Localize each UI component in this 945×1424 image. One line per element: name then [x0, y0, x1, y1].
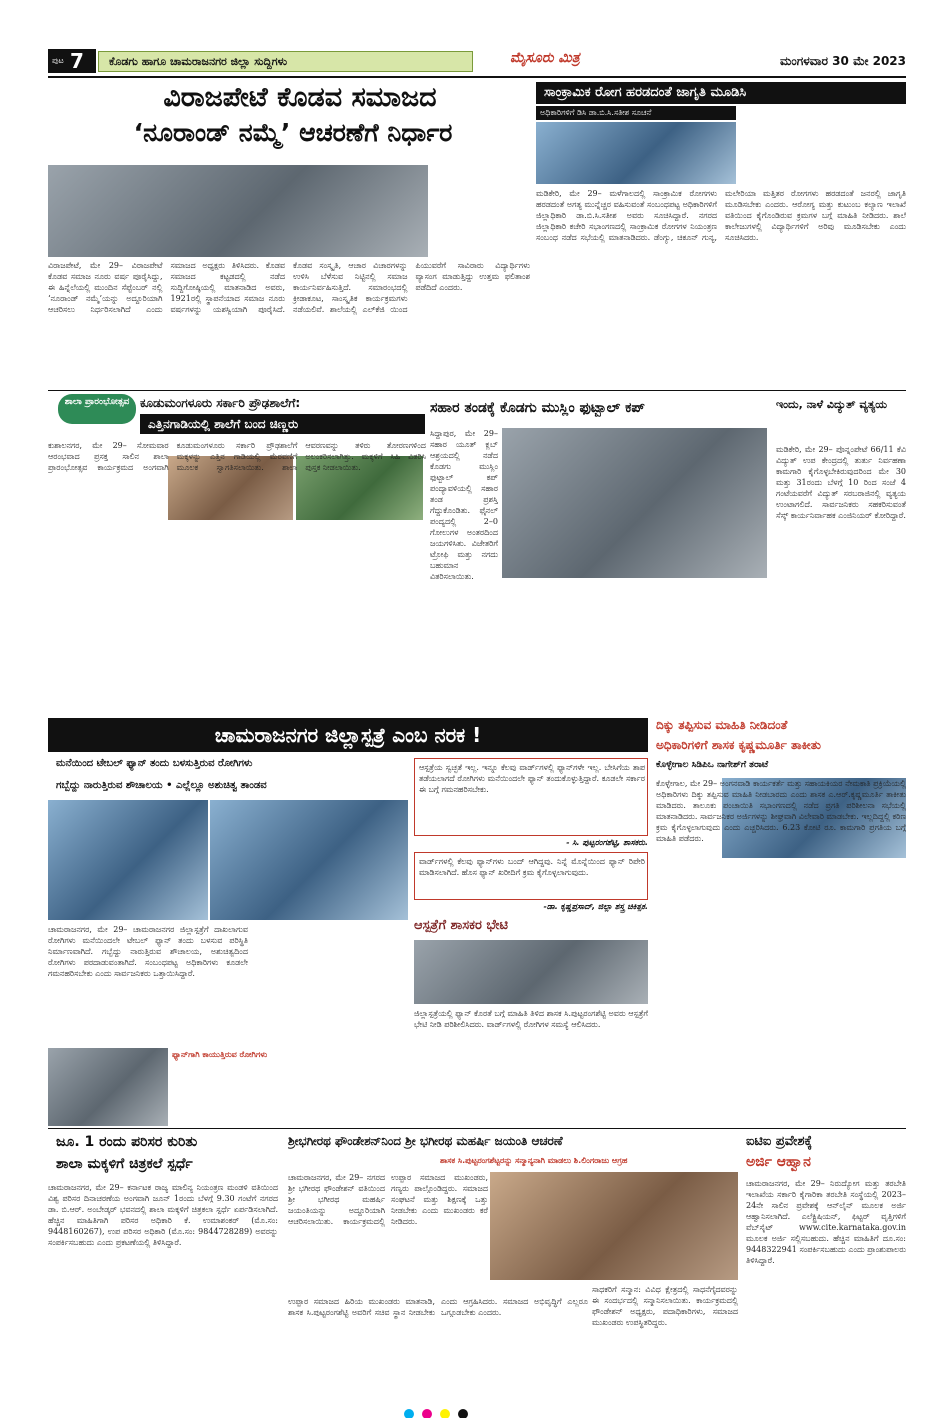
- page-number: 7: [70, 49, 84, 73]
- mla-headline-1: ದಿಕ್ಕು ತಪ್ಪಿಸುವ ಮಾಹಿತಿ ನೀಡಿದಂತೆ: [656, 718, 788, 732]
- mla-subhead: ಕೊಳ್ಳೇಗಾಲ ಸಿಡಿಪಿಒ ನಾಗೇಶ್‌ಗೆ ತರಾಟೆ: [656, 760, 769, 770]
- power-headline: ಇಂದು, ನಾಳೆ ವಿದ್ಯುತ್ ವ್ಯತ್ಯಯ: [776, 398, 888, 411]
- football-headline: ಸಹಾರ ತಂಡಕ್ಕೆ ಕೊಡಗು ಮುಸ್ಲಿಂ ಫುಟ್ಬಾಲ್ ಕಪ್: [430, 400, 645, 416]
- lead-headline-2: ‘ನೂರಾಂಡ್ ನಮ್ಮೆ’ ಆಚರಣೆಗೆ ನಿರ್ಧಾರ: [133, 118, 453, 147]
- mla-headline-2: ಅಧಿಕಾರಿಗಳಿಗೆ ಶಾಸಕ ಕೃಷ್ಣಮೂರ್ತಿ ತಾಕೀತು: [656, 738, 821, 752]
- alert-body: ಮಡಿಕೇರಿ, ಮೇ 29– ಮಳೆಗಾಲದಲ್ಲಿ ಸಾಂಕ್ರಾಮಿಕ ರೋಗಗಳು ಹರಡದಂತೆ ಅಗತ್ಯ ಮುನ್ನೆಚ್ಚರ ವಹಿಸುವಂತೆ ಸಂಬಂಧಪಟ್ಟ ಅಧಿಕಾರಿಗಳಿಗೆ ಜಿಲ್ಲಾಧಿಕಾರಿ ಡಾ.ಬಿ.ಸಿ.ಸತೀಶ ಅವರು ಸೂಚಿಸಿದ್ದಾರೆ. ನಗರದ ಜಿಲ್ಲಾಧಿಕಾರಿ ಕಚೇರಿ ಸಭಾಂಗಣದಲ್ಲಿ ಸಾಂಕ್ರಾಮಿಕ ರೋಗಗಳ ನಿಯಂತ್ರಣ ಸಂಬಂಧ ನಡೆದ ಸಭೆಯಲ್ಲಿ ಮಾತನಾಡಿದರು. ಡೆಂಗ್ಯು, ಚಿಕೂನ್ ಗುನ್ಯ, ಮಲೇರಿಯಾ ಮತ್ತಿತರ ರೋಗಗಳು ಹರಡದಂತೆ ಜನರಲ್ಲಿ ಜಾಗೃತಿ ಮೂಡಿಸಬೇಕು ಎಂದರು. ಆರೋಗ್ಯ ಮತ್ತು ಕುಟುಂಬ ಕಲ್ಯಾಣ ಇಲಾಖೆ ವತಿಯಿಂದ ಕೈಗೊಂಡಿರುವ ಕ್ರಮಗಳ ಬಗ್ಗೆ ಮಾಹಿತಿ ನೀಡಿದರು. ಶಾಲೆ ಕಾಲೇಜುಗಳಲ್ಲಿ ವಿದ್ಯಾರ್ಥಿಗಳಿಗೆ ಅರಿವು ಮೂಡಿಸಬೇಕು ಎಂದು ಸೂಚಿಸಿದರು.: [536, 189, 906, 242]
- lead-body: ವಿರಾಜಪೇಟೆ, ಮೇ 29– ವಿರಾಜಪೇಟೆ ಕೊಡವ ಸಮಾಜ ನೂರು ವರ್ಷ ಪೂರೈಸಿದ್ದು, ಈ ಹಿನ್ನೆಲೆಯಲ್ಲಿ ಮುಂದಿನ ಸೆಪ್ಟೆಂಬರ್ ನಲ್ಲಿ ‘ನೂರಾಂಡ್ ನಮ್ಮೆ’ಯನ್ನು ಅದ್ದೂರಿಯಾಗಿ ಆಚರಿಸಲು ನಿರ್ಧರಿಸಲಾಗಿದೆ ಎಂದು ಸಮಾಜದ ಅಧ್ಯಕ್ಷರು ತಿಳಿಸಿದರು. ಕೊಡವ ಸಮಾಜದ ಕಟ್ಟಡದಲ್ಲಿ ನಡೆದ ಸುದ್ದಿಗೋಷ್ಠಿಯಲ್ಲಿ ಮಾತನಾಡಿದ ಅವರು, 1921ರಲ್ಲಿ ಸ್ಥಾಪನೆಯಾದ ಸಮಾಜ ನೂರು ವರ್ಷಗಳನ್ನು ಯಶಸ್ವಿಯಾಗಿ ಪೂರೈಸಿದೆ. ಕೊಡವ ಸಂಸ್ಕೃತಿ, ಆಚಾರ ವಿಚಾರಗಳನ್ನು ಉಳಿಸಿ ಬೆಳೆಸುವ ನಿಟ್ಟಿನಲ್ಲಿ ಸಮಾಜ ಕಾರ್ಯನಿರ್ವಹಿಸುತ್ತಿದೆ. ಸಮಾರಂಭದಲ್ಲಿ ಕ್ರೀಡಾಕೂಟ, ಸಾಂಸ್ಕೃತಿಕ ಕಾರ್ಯಕ್ರಮಗಳು ನಡೆಯಲಿವೆ. ಶಾಲೆಯಲ್ಲಿ ಎಲ್‌ಕೆಜಿ ಯಿಂದ ಪಿಯುವರೆಗೆ ಸಾವಿರಾರು ವಿದ್ಯಾರ್ಥಿಗಳು ವ್ಯಾಸಂಗ ಮಾಡುತ್ತಿದ್ದು ಉತ್ತಮ ಫಲಿತಾಂಶ ಪಡೆದಿದೆ ಎಂದರು.: [48, 261, 530, 314]
- divider-1: [48, 390, 906, 391]
- lead-group-photo: [48, 165, 428, 257]
- section-title-bar: [98, 51, 473, 72]
- quote-1-text: ಆಸ್ಪತ್ರೆಯ ಸ್ವಚ್ಛತೆ ಇಲ್ಲ. ಇನ್ನೂ ಕೆಲವು ವಾರ್ಡ್‌ಗಳಲ್ಲಿ ಫ್ಯಾನ್‌ಗಳೇ ಇಲ್ಲ. ಬೇಸಿಗೆಯ ತಾಪ ತಡೆಯಲಾಗದೆ ರೋಗಿಗಳು ಮನೆಯಿಂದಲೇ ಫ್ಯಾನ್ ತಂದುಕೊಳ್ಳುತ್ತಿದ್ದಾರೆ. ಕೂಡಲೇ ಸರ್ಕಾರ ಈ ಬಗ್ಗೆ ಗಮನಹರಿಸಬೇಕು.: [419, 763, 645, 794]
- school-headline-2: ಎತ್ತಿನಗಾಡಿಯಲ್ಲಿ ಶಾಲೆಗೆ ಬಂದ ಚಿಣ್ಣರು: [148, 417, 299, 431]
- visit-body: ಜಿಲ್ಲಾಸ್ಪತ್ರೆಯಲ್ಲಿ ಫ್ಯಾನ್ ಕೊರತೆ ಬಗ್ಗೆ ಮಾಹಿತಿ ತಿಳಿದ ಶಾಸಕ ಸಿ.ಪುಟ್ಟರಂಗಶೆಟ್ಟಿ ಅವರು ಆಸ್ಪತ್ರೆಗೆ ಭೇಟಿ ನೀಡಿ ಪರಿಶೀಲಿಸಿದರು. ವಾರ್ಡ್‌ಗಳಲ್ಲಿ ರೋಗಿಗಳ ಸಮಸ್ಯೆ ಆಲಿಸಿದರು.: [414, 1009, 648, 1029]
- iti-headline-2: ಅರ್ಜಿ ಆಹ್ವಾನ: [746, 1154, 811, 1170]
- divider-2: [48, 1128, 906, 1129]
- power-body: ಮಡಿಕೇರಿ, ಮೇ 29– ಪೊನ್ನಂಪೇಟೆ 66/11 ಕೆವಿ ವಿದ್ಯುತ್ ಉಪ ಕೇಂದ್ರದಲ್ಲಿ ತುರ್ತು ನಿರ್ವಹಣಾ ಕಾಮಗಾರಿ ಕೈಗೊಳ್ಳಬೇಕಿರುವುದರಿಂದ ಮೇ 30 ಮತ್ತು 31ರಂದು ಬೆಳಗ್ಗೆ 10 ರಿಂದ ಸಂಜೆ 4 ಗಂಟೆಯವರೆಗೆ ವಿದ್ಯುತ್ ಸರಬರಾಜಿನಲ್ಲಿ ವ್ಯತ್ಯಯ ಉಂಟಾಗಲಿದೆ. ಸಾರ್ವಜನಿಕರು ಸಹಕರಿಸುವಂತೆ ಸೆಸ್ಕ್ ಕಾರ್ಯನಿರ್ವಾಹಕ ಎಂಜಿನಿಯರ್ ಕೋರಿದ್ದಾರೆ.: [776, 445, 906, 520]
- alert-headline: ಸಾಂಕ್ರಾಮಿಕ ರೋಗ ಹರಡದಂತೆ ಜಾಗೃತಿ ಮೂಡಿಸಿ: [544, 85, 747, 100]
- alert-subhead: ಅಧಿಕಾರಿಗಳಿಗೆ ಡಿಸಿ ಡಾ.ಬಿ.ಸಿ.ಸತೀಶ ಸೂಚನೆ: [536, 106, 736, 120]
- jayanti-body-1: ಚಾಮರಾಜನಗರ, ಮೇ 29– ನಗರದ ಶ್ರೀ ಭಗೀರಥ ಫೌಂಡೇಶನ್ ವತಿಯಿಂದ ಶ್ರೀ ಭಗೀರಥ ಮಹರ್ಷಿ ಜಯಂತಿಯನ್ನು ಅದ್ದೂರಿಯಾಗಿ ಆಚರಿಸಲಾಯಿತು. ಕಾರ್ಯಕ್ರಮದಲ್ಲಿ ಉಪ್ಪಾರ ಸಮಾಜದ ಮುಖಂಡರು, ಗಣ್ಯರು ಪಾಲ್ಗೊಂಡಿದ್ದರು. ಸಮಾಜದ ಸಂಘಟನೆ ಮತ್ತು ಶಿಕ್ಷಣಕ್ಕೆ ಒತ್ತು ನೀಡಬೇಕು ಎಂದು ಮುಖಂಡರು ಕರೆ ನೀಡಿದರು.: [288, 1173, 488, 1226]
- iti-body: ಚಾಮರಾಜನಗರ, ಮೇ 29– ನಿರುದ್ಯೋಗ ಮತ್ತು ತರಬೇತಿ ಇಲಾಖೆಯ ಸರ್ಕಾರಿ ಕೈಗಾರಿಕಾ ತರಬೇತಿ ಸಂಸ್ಥೆಯಲ್ಲಿ 2023–24ನೇ ಸಾಲಿನ ಪ್ರವೇಶಕ್ಕೆ ಆನ್‌ಲೈನ್ ಮೂಲಕ ಅರ್ಜಿ ಆಹ್ವಾನಿಸಲಾಗಿದೆ. ಎಲೆಕ್ಟ್ರಿಷಿಯನ್, ಫಿಟ್ಟರ್ ವೃತ್ತಿಗಳಿಗೆ ವೆಬ್‌ಸೈಟ್ www.cite.karnataka.gov.in ಮೂಲಕ ಅರ್ಜಿ ಸಲ್ಲಿಸಬಹುದು. ಹೆಚ್ಚಿನ ಮಾಹಿತಿಗೆ ದೂ.ಸಂ: 9448322941 ಸಂಪರ್ಕಿಸಬಹುದು ಎಂದು ಪ್ರಾಂಶುಪಾಲರು ತಿಳಿಸಿದ್ದಾರೆ.: [746, 1179, 906, 1265]
- football-body: ಸಿದ್ದಾಪುರ, ಮೇ 29– ಸಹಾರ ಯೂತ್ ಕ್ಲಬ್ ಆಶ್ರಯದಲ್ಲಿ ನಡೆದ ಕೊಡಗು ಮುಸ್ಲಿಂ ಫುಟ್ಬಾಲ್ ಕಪ್ ಪಂದ್ಯಾವಳಿಯಲ್ಲಿ ಸಹಾರ ತಂಡ ಪ್ರಶಸ್ತಿ ಗೆದ್ದುಕೊಂಡಿತು. ಫೈನಲ್ ಪಂದ್ಯದಲ್ಲಿ 2–0 ಗೋಲುಗಳ ಅಂತರದಿಂದ ಜಯಗಳಿಸಿತು. ವಿಜೇತರಿಗೆ ಟ್ರೋಫಿ ಮತ್ತು ನಗದು ಬಹುಮಾನ ವಿತರಿಸಲಾಯಿತು.: [430, 429, 498, 581]
- quote-1-box: [414, 758, 648, 836]
- quote-1-by: - ಸಿ. ಪುಟ್ಟರಂಗಶೆಟ್ಟಿ, ಶಾಸಕರು.: [566, 838, 648, 847]
- hospital-fan-photo: [48, 1048, 168, 1126]
- quote-2-by: -ಡಾ. ಕೃಷ್ಣಪ್ರಸಾದ್, ಜಿಲ್ಲಾ ಶಸ್ತ್ರ ಚಿಕಿತ್ಸಕ.: [543, 902, 648, 911]
- drawing-headline-1: ಜೂ. 1 ರಂದು ಪರಿಸರ ಕುರಿತು: [56, 1134, 198, 1150]
- section-title: ಕೊಡಗು ಹಾಗೂ ಚಾಮರಾಜನಗರ ಜಿಲ್ಲಾ ಸುದ್ದಿಗಳು: [109, 55, 288, 68]
- school-headline-1: ಕೂಡುಮಂಗಳೂರು ಸರ್ಕಾರಿ ಪ್ರೌಢಶಾಲೆಗೆ:: [140, 396, 301, 410]
- jayanti-subhead: ಶಾಸಕ ಸಿ.ಪುಟ್ಟರಂಗಶೆಟ್ಟರನ್ನು ಸನ್ಮಾನ್ಯನಾಗಿ ಮಾಡಲು ಶಿ.ಲಿಂಗರಾಜು ಆಗ್ರಹ: [440, 1156, 628, 1165]
- masthead: ಮೈಸೂರು ಮಿತ್ರ: [510, 50, 580, 66]
- hospital-dateline-body: ಚಾಮರಾಜನಗರ, ಮೇ 29– ಚಾಮರಾಜನಗರ ಜಿಲ್ಲಾಸ್ಪತ್ರೆಗೆ ದಾಖಲಾಗುವ ರೋಗಿಗಳು ಮನೆಯಿಂದಲೇ ಟೇಬಲ್ ಫ್ಯಾನ್ ತಂದು ಬಳಸುವ ಪರಿಸ್ಥಿತಿ ನಿರ್ಮಾಣವಾಗಿದೆ. ಗಬ್ಬೆದ್ದು ನಾರುತ್ತಿರುವ ಶೌಚಾಲಯ, ಅಶುಚಿತ್ವದಿಂದ ರೋಗಿಗಳು ಪರದಾಡುವಂತಾಗಿದೆ. ಸಂಬಂಧಪಟ್ಟ ಅಧಿಕಾರಿಗಳು ಕೂಡಲೇ ಗಮನಹರಿಸಬೇಕು ಎಂದು ಸಾರ್ವಜನಿಕರು ಒತ್ತಾಯಿಸಿದ್ದಾರೆ.: [48, 925, 248, 978]
- hospital-ward-photo-2: [210, 800, 408, 920]
- page-label: ಪುಟ: [52, 56, 64, 65]
- lead-headline-1: ವಿರಾಜಪೇಟೆ ಕೊಡವ ಸಮಾಜದ: [163, 82, 437, 113]
- visit-headline: ಆಸ್ಪತ್ರೆಗೆ ಶಾಸಕರ ಭೇಟಿ: [414, 918, 509, 933]
- header-rule: [48, 76, 906, 78]
- page-number-badge: [48, 49, 96, 73]
- hospital-photo-caption: ಫ್ಯಾನ್‌ಗಾಗಿ ಕಾಯುತ್ತಿರುವ ರೋಗಿಗಳು: [172, 1050, 268, 1059]
- quote-2-box: [414, 852, 648, 900]
- jayanti-headline: ಶ್ರೀಭಗೀರಥ ಫೌಂಡೇಶನ್‌ನಿಂದ ಶ್ರೀ ಭಗೀರಥ ಮಹರ್ಷಿ ಜಯಂತಿ ಆಚರಣೆ: [288, 1134, 563, 1148]
- hospital-banner: [48, 718, 648, 752]
- hospital-banner-text: ಚಾಮರಾಜನಗರ ಜಿಲ್ಲಾಸ್ಪತ್ರೆ ಎಂಬ ನರಕ !: [214, 723, 482, 747]
- hospital-bullet-1: ಮನೆಯಿಂದ ಟೇಬಲ್ ಫ್ಯಾನ್ ತಂದು ಬಳಸುತ್ತಿರುವ ರೋಗಿಗಳು: [56, 758, 253, 769]
- registration-marks: [400, 1404, 545, 1418]
- football-team-photo: [502, 428, 767, 578]
- jayanti-body-3: ಸಾಧಕರಿಗೆ ಸನ್ಮಾನ: ವಿವಿಧ ಕ್ಷೇತ್ರದಲ್ಲಿ ಸಾಧನೆಗೈದವರನ್ನು ಈ ಸಂದರ್ಭದಲ್ಲಿ ಸನ್ಮಾನಿಸಲಾಯಿತು. ಕಾರ್ಯಕ್ರಮದಲ್ಲಿ ಫೌಂಡೇಶನ್ ಅಧ್ಯಕ್ಷರು, ಪದಾಧಿಕಾರಿಗಳು, ಸಮಾಜದ ಮುಖಂಡರು ಉಪಸ್ಥಿತರಿದ್ದರು.: [592, 1285, 738, 1327]
- jayanti-photo: [490, 1172, 738, 1280]
- school-badge: ಶಾಲಾ ಪ್ರಾರಂಭೋತ್ಸವ: [58, 394, 136, 424]
- visit-photo: [414, 940, 648, 1004]
- mla-body: ಕೊಳ್ಳೇಗಾಲ, ಮೇ 29– ಅಂಗನವಾಡಿ ಕಾರ್ಯಕರ್ತೆ ಮತ್ತು ಸಹಾಯಕಿಯರ ನೇಮಕಾತಿ ಪ್ರಕ್ರಿಯೆಯಲ್ಲಿ ಅಧಿಕಾರಿಗಳು ದಿಕ್ಕು ತಪ್ಪಿಸುವ ಮಾಹಿತಿ ನೀಡಬಾರದು ಎಂದು ಶಾಸಕ ಎ.ಆರ್.ಕೃಷ್ಣಮೂರ್ತಿ ತಾಕೀತು ಮಾಡಿದರು. ತಾಲೂಕು ಪಂಚಾಯಿತಿ ಸಭಾಂಗಣದಲ್ಲಿ ನಡೆದ ಪ್ರಗತಿ ಪರಿಶೀಲನಾ ಸಭೆಯಲ್ಲಿ ಮಾತನಾಡಿದರು. ಸಾರ್ವಜನಿಕರ ಅರ್ಜಿಗಳನ್ನು ಶೀಘ್ರವಾಗಿ ವಿಲೇವಾರಿ ಮಾಡಬೇಕು. ಇಲ್ಲದಿದ್ದಲ್ಲಿ ಕಠಿಣ ಕ್ರಮ ಕೈಗೊಳ್ಳಲಾಗುವುದು ಎಂದು ಎಚ್ಚರಿಸಿದರು. 6.23 ಕೋಟಿ ರೂ. ಕಾಮಗಾರಿ ಪ್ರಗತಿಯ ಬಗ್ಗೆ ಮಾಹಿತಿ ಪಡೆದರು.: [656, 779, 906, 843]
- school-headline-2-bar: [140, 414, 425, 434]
- school-body: ಕುಶಾಲನಗರ, ಮೇ 29– ಸೋಮವಾರ ಆರಂಭವಾದ ಪ್ರಸಕ್ತ ಸಾಲಿನ ಶಾಲಾ ಪ್ರಾರಂಭೋತ್ಸವ ಕಾರ್ಯಕ್ರಮದ ಅಂಗವಾಗಿ ಕೂಡುಮಂಗಳೂರು ಸರ್ಕಾರಿ ಪ್ರೌಢಶಾಲೆಗೆ ಮಕ್ಕಳನ್ನು ಎತ್ತಿನ ಗಾಡಿಯಲ್ಲಿ ಮೆರವಣಿಗೆ ಮೂಲಕ ಸ್ವಾಗತಿಸಲಾಯಿತು. ಶಾಲಾ ಆವರಣವನ್ನು ತಳಿರು ತೋರಣಗಳಿಂದ ಅಲಂಕರಿಸಲಾಗಿತ್ತು. ಮಕ್ಕಳಿಗೆ ಸಿಹಿ ವಿತರಿಸಿ ಪುಸ್ತಕ ನೀಡಲಾಯಿತು.: [48, 441, 426, 472]
- alert-meeting-photo: [536, 122, 736, 184]
- jayanti-body-2: ಉಪ್ಪಾರ ಸಮಾಜದ ಹಿರಿಯ ಮುಖಂಡರು ಮಾತನಾಡಿ, ಶಾಸಕ ಸಿ.ಪುಟ್ಟರಂಗಶೆಟ್ಟಿ ಅವರಿಗೆ ಸಚಿವ ಸ್ಥಾನ ನೀಡಬೇಕು ಎಂದು ಆಗ್ರಹಿಸಿದರು. ಸಮಾಜದ ಅಭಿವೃದ್ಧಿಗೆ ಎಲ್ಲರೂ ಒಗ್ಗೂಡಬೇಕು ಎಂದರು.: [288, 1297, 588, 1317]
- drawing-body: ಚಾಮರಾಜನಗರ, ಮೇ 29– ಕರ್ನಾಟಕ ರಾಜ್ಯ ಮಾಲಿನ್ಯ ನಿಯಂತ್ರಣ ಮಂಡಳಿ ವತಿಯಿಂದ ವಿಶ್ವ ಪರಿಸರ ದಿನಾಚರಣೆಯ ಅಂಗವಾಗಿ ಜೂನ್ 1ರಂದು ಬೆಳಗ್ಗೆ 9.30 ಗಂಟೆಗೆ ನಗರದ ಡಾ. ಬಿ.ಆರ್. ಅಂಬೇಡ್ಕರ್ ಭವನದಲ್ಲಿ ಶಾಲಾ ಮಕ್ಕಳಿಗೆ ಚಿತ್ರಕಲಾ ಸ್ಪರ್ಧೆ ಏರ್ಪಡಿಸಲಾಗಿದೆ. ಹೆಚ್ಚಿನ ಮಾಹಿತಿಗಾಗಿ ಪರಿಸರ ಅಧಿಕಾರಿ ಕೆ. ಉಮಾಶಂಕರ್ (ಮೊ.ಸಂ: 9448160267), ಉಪ ಪರಿಸರ ಅಧಿಕಾರಿ (ಮೊ.ಸಂ: 9844728289) ಅವರನ್ನು ಸಂಪರ್ಕಿಸಬಹುದು ಎಂದು ಪ್ರಕಟಣೆಯಲ್ಲಿ ತಿಳಿಸಿದ್ದಾರೆ.: [48, 1183, 278, 1247]
- issue-date: ಮಂಗಳವಾರ 30 ಮೇ 2023: [779, 54, 906, 68]
- alert-headline-bar: [536, 82, 906, 104]
- iti-headline-1: ಐಟಿಐ ಪ್ರವೇಶಕ್ಕೆ: [746, 1134, 813, 1149]
- hospital-bullet-2: ಗಬ್ಬೆದ್ದು ನಾರುತ್ತಿರುವ ಶೌಚಾಲಯ • ಎಲ್ಲೆಲ್ಲೂ ಅಶುಚಿತ್ವ ತಾಂಡವ: [56, 780, 267, 791]
- hospital-ward-photo-1: [48, 800, 208, 920]
- drawing-headline-2: ಶಾಲಾ ಮಕ್ಕಳಿಗೆ ಚಿತ್ರಕಲೆ ಸ್ಪರ್ಧೆ: [56, 1156, 193, 1172]
- quote-2-text: ವಾರ್ಡ್‌ಗಳಲ್ಲಿ ಕೆಲವು ಫ್ಯಾನ್‌ಗಳು ಬಂದ್ ಆಗಿದ್ದವು. ನಿನ್ನೆ ಮೊನ್ನೆಯಿಂದ ಫ್ಯಾನ್ ರಿಪೇರಿ ಮಾಡಿಸಲಾಗಿದೆ. ಹೊಸ ಫ್ಯಾನ್ ಖರೀದಿಗೆ ಕ್ರಮ ಕೈಗೊಳ್ಳಲಾಗುವುದು.: [419, 857, 645, 877]
